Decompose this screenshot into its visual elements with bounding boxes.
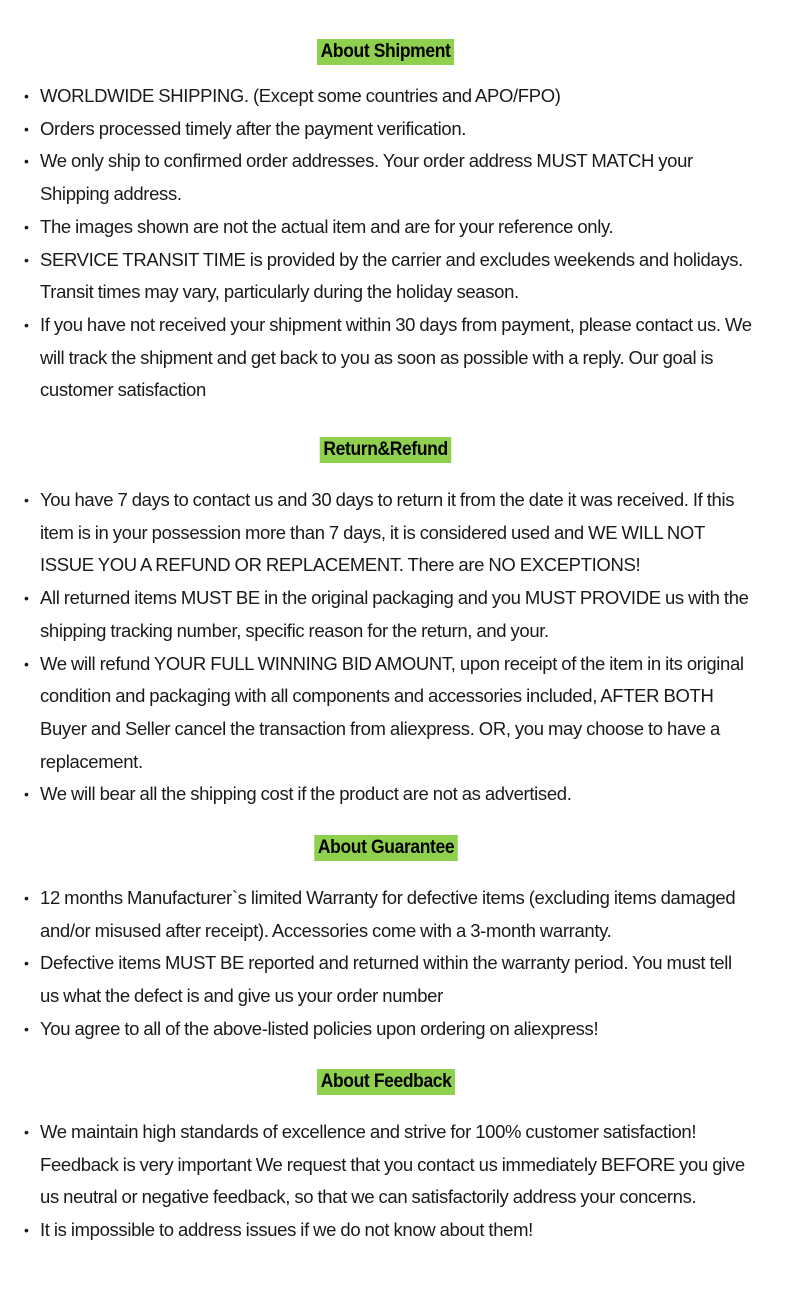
- bullet-list: [24, 1116, 752, 1247]
- bullet-icon: •: [24, 251, 29, 268]
- bullet-list: [24, 80, 752, 407]
- section-heading: About Shipment: [317, 39, 454, 65]
- bullet-icon: •: [24, 218, 29, 235]
- list-item-text: It is impossible to address issues if we do not know about them!: [40, 1219, 533, 1241]
- list-item-text: 12 months Manufacturer`s limited Warranty for defective items (excluding items damaged and/or misused after receipt). Accessories come with a 3-month warranty.: [40, 887, 736, 941]
- bullet-icon: •: [24, 786, 29, 803]
- bullet-icon: •: [24, 1222, 29, 1239]
- bullet-icon: •: [24, 120, 29, 137]
- section-about-guarantee: [24, 835, 752, 1046]
- bullet-icon: •: [24, 492, 29, 508]
- section-heading: About Feedback: [317, 1069, 455, 1095]
- list-item: [24, 882, 752, 947]
- list-item-text: We maintain high standards of excellence and strive for 100% customer satisfaction! Feedback is very important We request that you contact us immediately BEFORE you give us neutral or negative feedback, so that we can satisfactorily address your concerns.: [40, 1121, 745, 1208]
- bullet-list: [24, 882, 752, 1046]
- list-item-text: WORLDWIDE SHIPPING. (Except some countries and APO/FPO): [40, 85, 561, 106]
- list-item-text: If you have not received your shipment within 30 days from payment, please contact us. We will track the shipment and get back to you as soon as possible with a reply. Our goal is customer satisfaction: [40, 313, 752, 401]
- bullet-icon: •: [24, 316, 29, 333]
- list-item: [24, 1013, 752, 1046]
- section-heading-wrap: [24, 437, 748, 467]
- list-item: [24, 80, 752, 113]
- list-item: [24, 309, 752, 407]
- list-item: [24, 484, 752, 582]
- bullet-icon: •: [24, 153, 29, 170]
- list-item-text: We only ship to confirmed order addresses. Your order address MUST MATCH your Shipping address.: [40, 150, 693, 205]
- section-heading: Return&Refund: [320, 437, 452, 463]
- list-item: [24, 778, 752, 811]
- section-heading-wrap: [24, 1069, 748, 1099]
- bullet-icon: •: [24, 1124, 29, 1140]
- bullet-list: [24, 484, 752, 811]
- list-item-text: You agree to all of the above-listed policies upon ordering on aliexpress!: [40, 1017, 599, 1039]
- section-about-shipment: [24, 39, 752, 407]
- section-heading-wrap: [24, 835, 748, 865]
- list-item: [24, 947, 752, 1012]
- list-item: [24, 582, 752, 647]
- list-item: [24, 113, 752, 146]
- list-item-text: We will bear all the shipping cost if the product are not as advertised.: [40, 783, 572, 805]
- bullet-icon: •: [24, 890, 29, 906]
- list-item: [24, 1214, 752, 1247]
- list-item: [24, 211, 752, 244]
- list-item-text: You have 7 days to contact us and 30 days to return it from the date it was received. If this item is in your possession more than 7 days, it is considered used and WE WILL NOT ISSUE YOU A REFUND OR REPLACEMENT. There are NO EXCEPTIONS!: [40, 489, 735, 576]
- list-item: [24, 244, 752, 309]
- bullet-icon: •: [24, 590, 29, 607]
- list-item-text: We will refund YOUR FULL WINNING BID AMOUNT, upon receipt of the item in its original condition and packaging with all components and accessories included, AFTER BOTH Buyer and Seller cancel the transaction from aliexpress. OR, you may choose to have a replacement.: [40, 652, 744, 772]
- bullet-icon: •: [24, 88, 29, 104]
- bullet-icon: •: [24, 1020, 29, 1037]
- list-item-text: Orders processed timely after the payment verification.: [40, 117, 467, 139]
- list-item-text: SERVICE TRANSIT TIME is provided by the carrier and excludes weekends and holidays. Transit times may vary, particularly during the holiday season.: [40, 248, 743, 303]
- bullet-icon: •: [24, 655, 29, 672]
- list-item: [24, 1116, 752, 1214]
- section-heading: About Guarantee: [314, 835, 458, 861]
- section-about-feedback: [24, 1069, 752, 1247]
- list-item-text: All returned items MUST BE in the original packaging and you MUST PROVIDE us with the shipping tracking number, specific reason for the return, and your.: [40, 587, 749, 641]
- section-heading-wrap: [24, 39, 748, 69]
- section-return-refund: [24, 437, 752, 811]
- list-item-text: Defective items MUST BE reported and returned within the warranty period. You must tell us what the defect is and give us your order number: [40, 952, 732, 1007]
- list-item: [24, 145, 752, 210]
- list-item: [24, 648, 752, 779]
- bullet-icon: •: [24, 955, 29, 972]
- list-item-text: The images shown are not the actual item and are for your reference only.: [40, 215, 614, 237]
